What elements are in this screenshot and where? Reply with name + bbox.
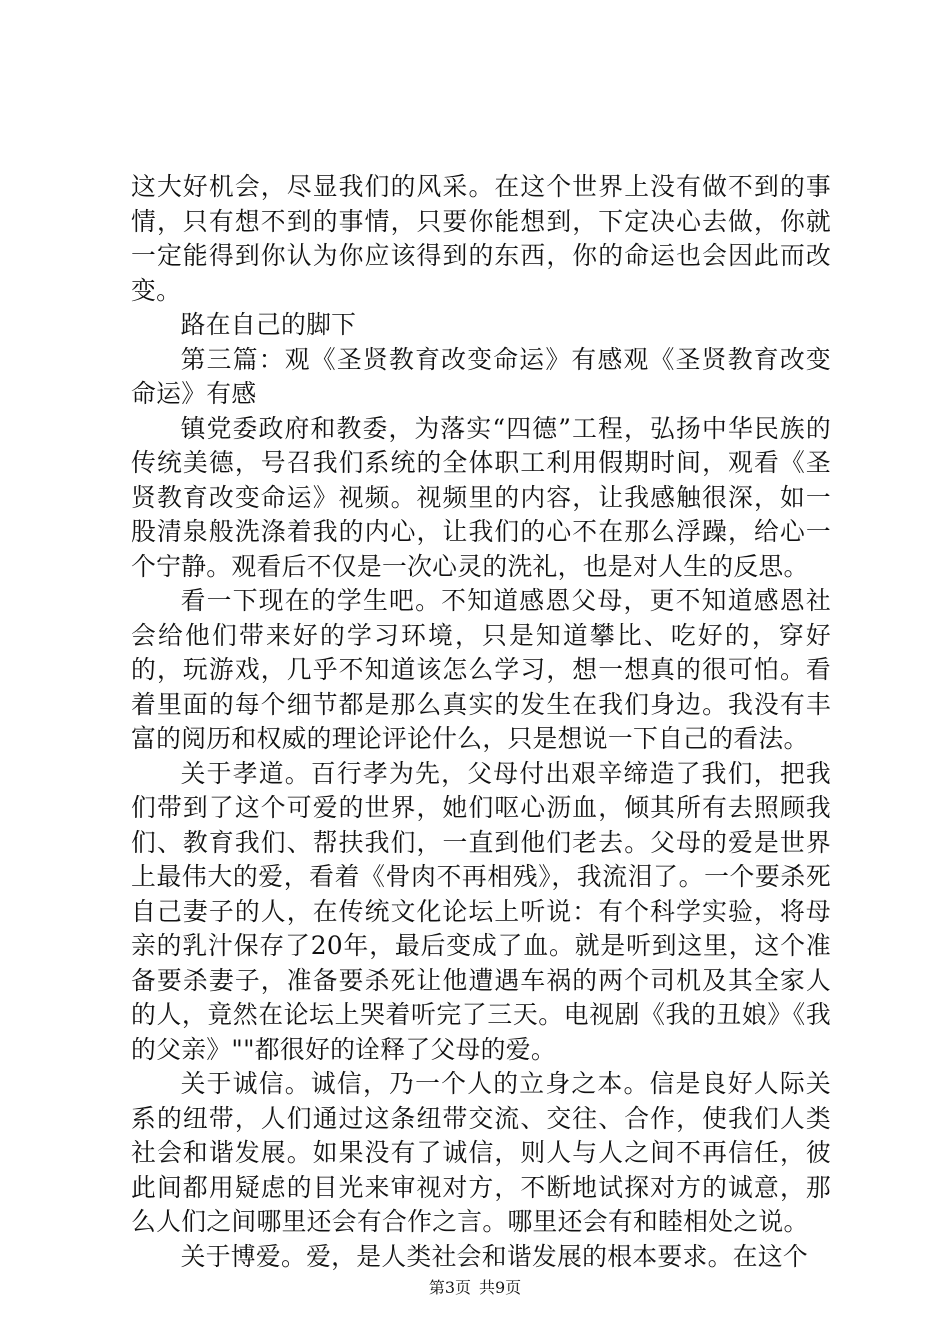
paragraph-1: 这大好机会，尽显我们的风采。在这个世界上没有做不到的事情，只有想不到的事情，只要你能想到，下定决心去做，你就一定能得到你认为你应该得到的东西，你的命运也会因此而改变。 [131,172,831,305]
paragraph-integrity: 关于诚信。诚信，乃一个人的立身之本。信是良好人际关系的纽带，人们通过这条纽带交流、交往、合作，使我们人类社会和谐发展。如果没有了诚信，则人与人之间不再信任，彼此间都用疑虑的目光来审视对方，不断地试探对方的诚意，那么人们之间哪里还会有合作之言。哪里还会有和睦相处之说。 [131,1069,831,1236]
page-total: 共9页 [479,1278,522,1297]
paragraph-section-title: 第三篇：观《圣贤教育改变命运》有感观《圣贤教育改变命运》有感 [131,344,831,408]
paragraph-heading-road: 路在自己的脚下 [180,310,357,339]
document-body [131,170,831,1274]
page-number: 第3页 [428,1278,471,1297]
page-footer [0,1278,950,1298]
paragraph-filial-piety: 关于孝道。百行孝为先，父母付出艰辛缔造了我们，把我们带到了这个可爱的世界，她们呕心沥血，倾其所有去照顾我们、教育我们、帮扶我们，一直到他们老去。父母的爱是世界上最伟大的爱，看着《骨肉不再相残》，我流泪了。一个要杀死自己妻子的人，在传统文化论坛上听说：有个科学实验，将母亲的乳汁保存了20年，最后变成了血。就是听到这里，这个准备要杀妻子，准备要杀死让他遭遇车祸的两个司机及其全家人的人，竟然在论坛上哭着听完了三天。电视剧《我的丑娘》《我的父亲》""都很好的诠释了父母的爱。 [131,758,831,1064]
paragraph-5: 看一下现在的学生吧。不知道感恩父母，更不知道感恩社会给他们带来好的学习环境，只是知道攀比、吃好的，穿好的，玩游戏，几乎不知道该怎么学习，想一想真的很可怕。看着里面的每个细节都是那么真实的发生在我们身边。我没有丰富的阅历和权威的理论评论什么，只是想说一下自己的看法。 [131,586,831,753]
paragraph-4: 镇党委政府和教委，为落实“四德”工程，弘扬中华民族的传统美德，号召我们系统的全体职工利用假期时间，观看《圣贤教育改变命运》视频。视频里的内容，让我感触很深，如一股清泉般洗涤着我的内心，让我们的心不在那么浮躁，给心一个宁静。观看后不仅是一次心灵的洗礼，也是对人生的反思。 [131,413,831,581]
paragraph-fraternity: 关于博爱。爱，是人类社会和谐发展的根本要求。在这个 [180,1241,809,1271]
